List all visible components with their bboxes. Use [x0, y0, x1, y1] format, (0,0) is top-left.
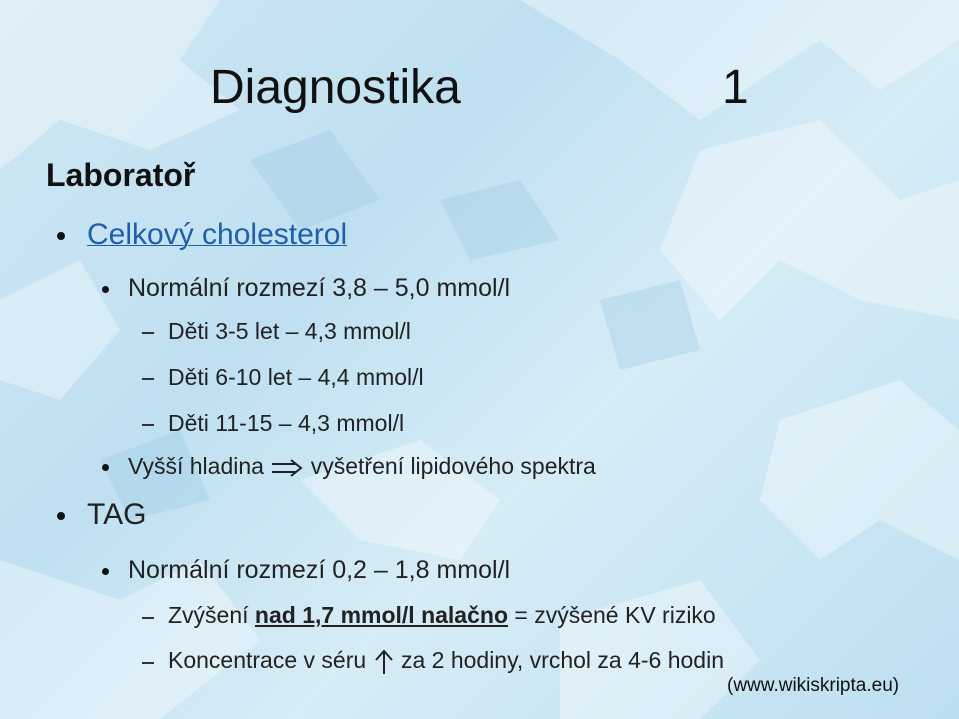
- item-normal-tag: Normální rozmezí 0,2 – 1,8 mmol/l: [128, 556, 511, 584]
- source-citation: (www.wikiskripta.eu): [727, 675, 900, 696]
- dash-icon: [142, 424, 154, 426]
- item-tag: TAG: [87, 498, 147, 531]
- item-concentration: [168, 647, 724, 675]
- increase-bold: nad 1,7 mmol/l nalačno: [254, 602, 508, 628]
- dash-icon: [142, 662, 154, 664]
- dash-icon: [142, 617, 154, 619]
- up-arrow-icon: [373, 649, 395, 675]
- bullet-icon: [57, 232, 65, 240]
- higher-pre: Vyšší hladina: [128, 453, 264, 479]
- conc-pre: Koncentrace v séru: [168, 647, 367, 673]
- increase-pre: Zvýšení: [168, 602, 249, 628]
- bullet-icon: [102, 286, 109, 293]
- dash-icon: [142, 332, 154, 334]
- item-cholesterol[interactable]: [87, 218, 347, 252]
- slide-title: Diagnostika: [210, 61, 461, 114]
- cholesterol-link[interactable]: Celkový cholesterol: [87, 218, 348, 251]
- increase-post: = zvýšené KV riziko: [514, 602, 716, 628]
- bullet-icon: [102, 568, 109, 575]
- item-higher-level: [128, 453, 596, 480]
- higher-post: vyšetření lipidového spektra: [310, 453, 596, 479]
- conc-post: za 2 hodiny, vrchol za 4-6 hodin: [400, 647, 724, 673]
- bullet-icon: [102, 464, 109, 471]
- item-kids-3: Děti 11-15 – 4,3 mmol/l: [168, 410, 405, 436]
- item-increase: [168, 602, 716, 629]
- item-kids-2: Děti 6-10 let – 4,4 mmol/l: [168, 364, 424, 390]
- dash-icon: [142, 378, 154, 380]
- item-kids-1: Děti 3-5 let – 4,3 mmol/l: [168, 318, 411, 344]
- item-normal-chol: Normální rozmezí 3,8 – 5,0 mmol/l: [128, 274, 511, 302]
- double-right-arrow-icon: [270, 459, 304, 477]
- section-heading: Laboratoř: [46, 157, 196, 193]
- bullet-icon: [57, 512, 65, 520]
- slide-number: 1: [722, 61, 749, 114]
